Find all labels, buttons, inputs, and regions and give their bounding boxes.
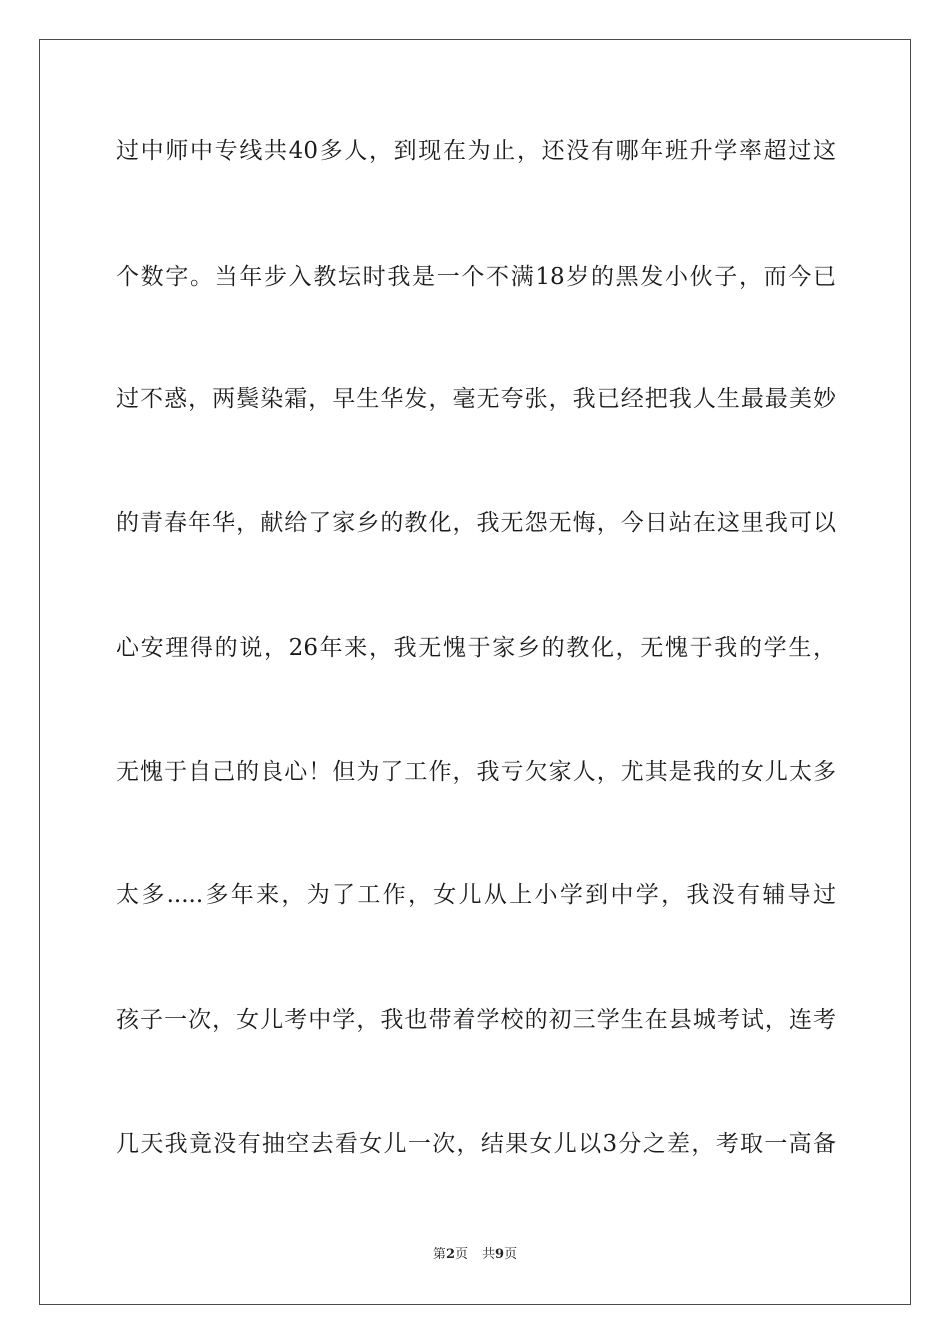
body-text-line: 无愧于自己的良心！但为了工作，我亏欠家人，尤其是我的女儿太多 bbox=[116, 759, 836, 785]
page-border bbox=[39, 39, 911, 1305]
page-suffix: 页 bbox=[454, 1247, 468, 1262]
page-number: 2 bbox=[445, 1247, 455, 1262]
body-text-line: 的青春年华，献给了家乡的教化，我无怨无悔，今日站在这里我可以 bbox=[116, 510, 836, 536]
body-text-line: 几天我竟没有抽空去看女儿一次，结果女儿以3分之差，考取一高备 bbox=[116, 1131, 836, 1157]
body-text-line: 心安理得的说，26年来，我无愧于家乡的教化，无愧于我的学生， bbox=[116, 635, 836, 661]
page-prefix: 第 bbox=[432, 1247, 446, 1262]
body-text-line: 太多.....多年来，为了工作，女儿从上小学到中学，我没有辅导过 bbox=[116, 882, 836, 908]
total-pages: 9 bbox=[495, 1247, 505, 1262]
body-text-line: 孩子一次，女儿考中学，我也带着学校的初三学生在县城考试，连考 bbox=[116, 1007, 836, 1033]
body-text-line: 过中师中专线共40多人，到现在为止，还没有哪年班升学率超过这 bbox=[116, 138, 836, 164]
total-prefix: 共 bbox=[482, 1247, 496, 1262]
total-suffix: 页 bbox=[504, 1247, 518, 1262]
body-text-line: 过不惑，两鬓染霜，早生华发，毫无夸张，我已经把我人生最最美妙 bbox=[116, 386, 836, 412]
body-text-line: 个数字。当年步入教坛时我是一个不满18岁的黑发小伙子，而今已 bbox=[116, 264, 836, 290]
page-footer bbox=[0, 1246, 950, 1264]
